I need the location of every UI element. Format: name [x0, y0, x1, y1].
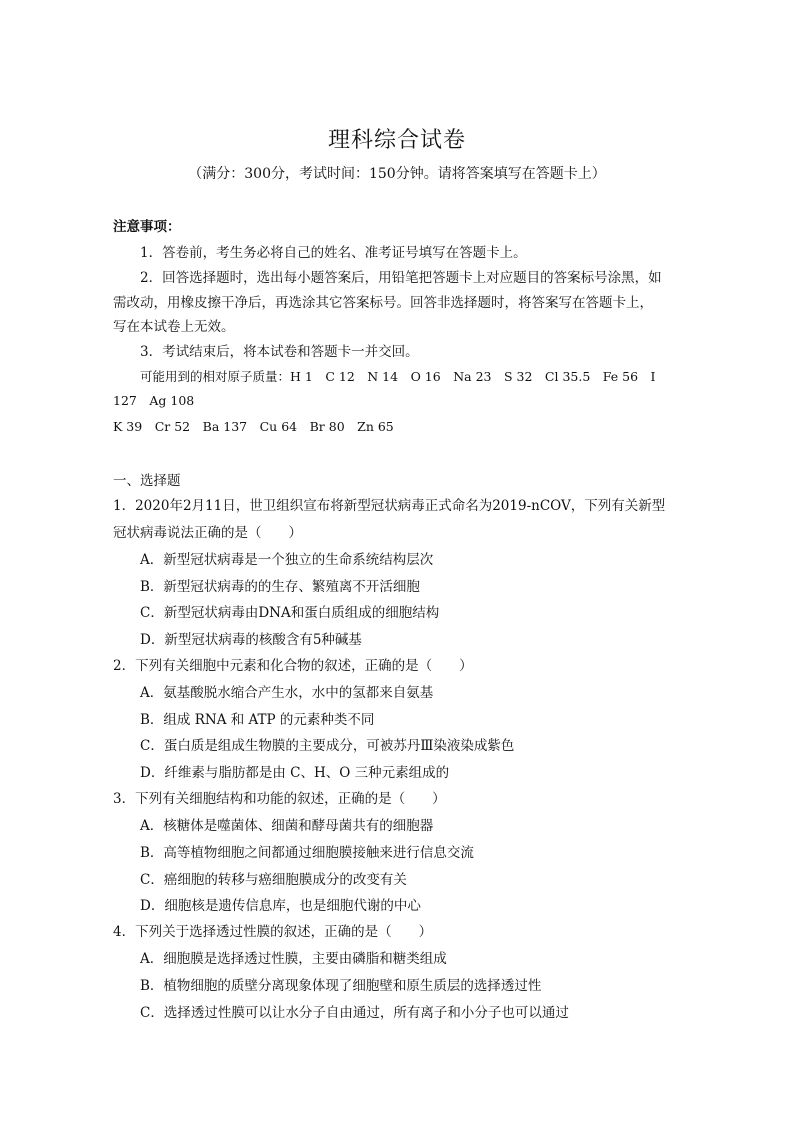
question-stem: 4．下列关于选择透过性膜的叙述，正确的是（ ）	[113, 924, 433, 940]
question-stem: 1．2020年2月11日，世卫组织宣布将新型冠状病毒正式命名为2019-nCOV，下列有关新型	[113, 498, 666, 514]
question-option: B．组成 RNA 和 ATP 的元素种类不同	[140, 712, 375, 728]
question-option: B．高等植物细胞之间都通过细胞膜接触来进行信息交流	[140, 845, 474, 861]
question-option: D．纤维素与脂肪都是由 C、H、O 三种元素组成的	[140, 765, 450, 781]
notice-item: 写在本试卷上无效。	[113, 319, 235, 335]
question-option: C．癌细胞的转移与癌细胞膜成分的改变有关	[140, 872, 407, 888]
notice-item: 1．答卷前，考生务必将自己的姓名、准考证号填写在答题卡上。	[140, 245, 527, 261]
notice-item: 需改动，用橡皮擦干净后，再选涂其它答案标号。回答非选择题时，将答案写在答题卡上，	[113, 295, 653, 311]
question-stem: 3．下列有关细胞结构和功能的叙述，正确的是（ ）	[113, 791, 446, 807]
question-option: A．氨基酸脱水缩合产生水，水中的氢都来自氨基	[140, 685, 434, 701]
atomic-mass-line: K 39 Cr 52 Ba 137 Cu 64 Br 80 Zn 65	[113, 419, 394, 434]
question-stem: 2．下列有关细胞中元素和化合物的叙述，正确的是（ ）	[113, 658, 473, 674]
question-stem: 冠状病毒说法正确的是（ ）	[113, 525, 302, 541]
question-option: C．新型冠状病毒由DNA和蛋白质组成的细胞结构	[140, 605, 440, 621]
question-option: A．新型冠状病毒是一个独立的生命系统结构层次	[140, 552, 434, 568]
question-option: D．细胞核是遗传信息库，也是细胞代谢的中心	[140, 898, 421, 914]
notice-item: 2．回答选择题时，选出每小题答案后，用铅笔把答题卡上对应题目的答案标号涂黑，如	[140, 270, 662, 286]
question-option: B．新型冠状病毒的的生存、繁殖离不开活细胞	[140, 579, 420, 595]
page-title: 理科综合试卷	[327, 128, 466, 153]
question-option: D．新型冠状病毒的核酸含有5种碱基	[140, 632, 362, 648]
atomic-mass-line: 127 Ag 108	[113, 393, 195, 408]
question-option: C．选择透过性膜可以让水分子自由通过，所有离子和小分子也可以通过	[140, 1005, 569, 1021]
question-option: C．蛋白质是组成生物膜的主要成分，可被苏丹Ⅲ染液染成紫色	[140, 738, 515, 754]
notice-heading: 注意事项：	[113, 219, 181, 235]
question-option: B．植物细胞的质壁分离现象体现了细胞壁和原生质层的选择透过性	[140, 978, 542, 994]
section-heading: 一、选择题	[113, 473, 181, 489]
question-option: A．核糖体是噬菌体、细菌和酵母菌共有的细胞器	[140, 818, 434, 834]
notice-item: 3．考试结束后，将本试卷和答题卡一并交回。	[140, 344, 419, 360]
question-option: A．细胞膜是选择透过性膜，主要由磷脂和糖类组成	[140, 951, 447, 967]
exam-subtitle: （满分：300分，考试时间：150分钟。请将答案填写在答题卡上）	[188, 166, 606, 182]
atomic-mass-line: 可能用到的相对原子质量：H 1 C 12 N 14 O 16 Na 23 S 32 Cl 35.5 Fe 56 I	[140, 369, 656, 384]
